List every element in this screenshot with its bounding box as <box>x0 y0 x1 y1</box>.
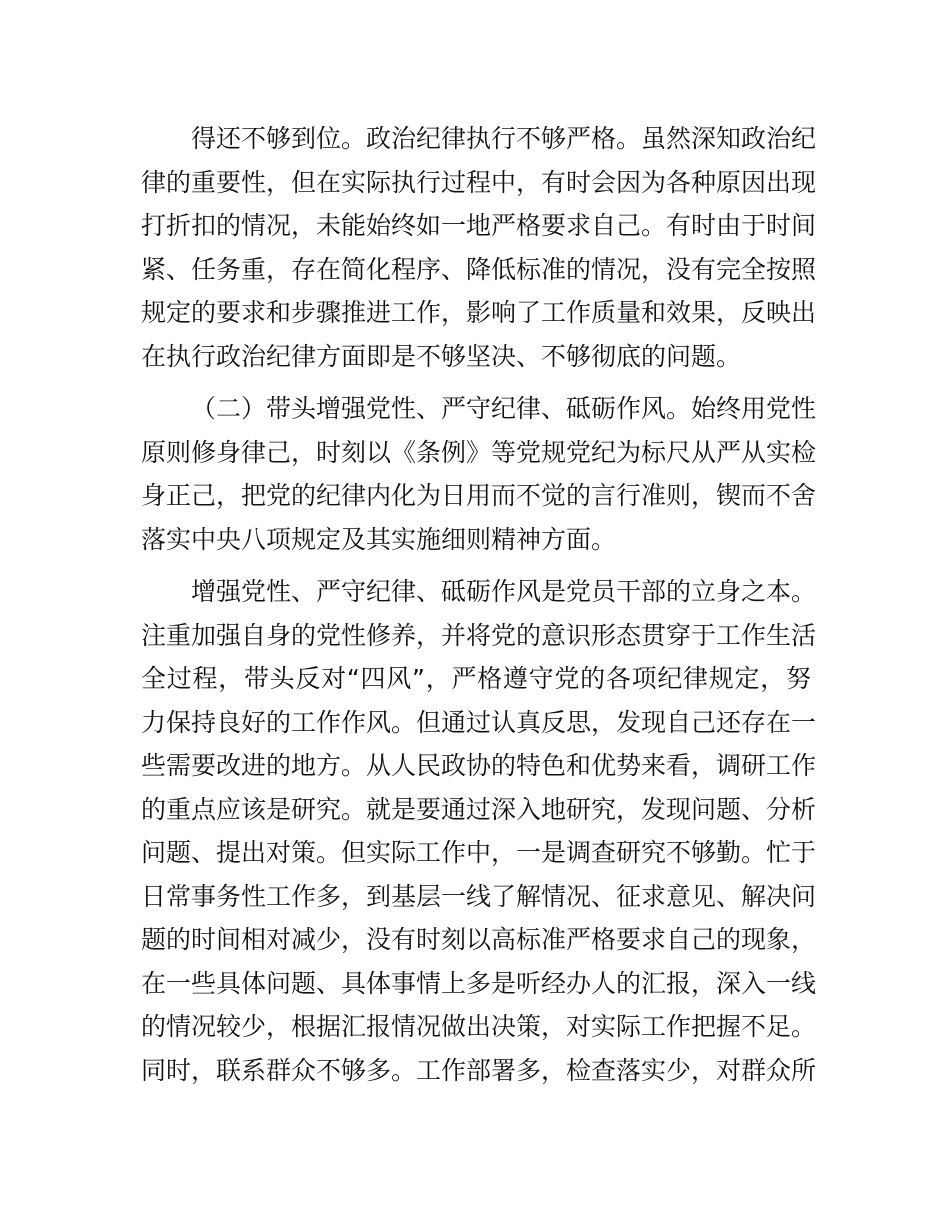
text-line: 律的重要性，但在实际执行过程中，有时会因为各种原因出现 <box>141 167 817 197</box>
text-line: 注重加强自身的党性修养，并将党的意识形态贯穿于工作生活 <box>141 620 817 650</box>
document-body <box>141 117 817 1092</box>
text-line: 落实中央八项规定及其实施细则精神方面。 <box>141 524 617 554</box>
text-line: 打折扣的情况，未能始终如一地严格要求自己。有时由于时间 <box>141 211 817 240</box>
text-line: 在执行政治纪律方面即是不够坚决、不够彻底的问题。 <box>141 341 742 371</box>
text-line: 紧、任务重，存在简化程序、降低标准的情况，没有完全按照 <box>141 254 817 284</box>
paragraph-1 <box>141 117 817 378</box>
text-line: 的情况较少，根据汇报情况做出决策，对实际工作把握不足。 <box>141 1012 817 1041</box>
text-line: 得还不够到位。政治纪律执行不够严格。虽然深知政治纪 <box>191 124 817 153</box>
text-line: 原则修身律己，时刻以《条例》等党规党纪为标尺从严从实检 <box>141 437 817 467</box>
text-line: 身正己，把党的纪律内化为日用而不觉的言行准则，锲而不舍 <box>141 481 817 510</box>
paragraph-3 <box>141 570 817 1092</box>
text-line: 增强党性、严守纪律、砥砺作风是党员干部的立身之本。 <box>191 577 817 606</box>
text-line: 规定的要求和步骤推进工作，影响了工作质量和效果，反映出 <box>141 298 817 327</box>
text-line: 在一些具体问题、具体事情上多是听经办人的汇报，深入一线 <box>141 968 817 998</box>
paragraph-2 <box>141 387 817 561</box>
text-line: （二）带头增强党性、严守纪律、砥砺作风。始终用党性 <box>191 394 817 423</box>
text-line: 题的时间相对减少，没有时刻以高标准严格要求自己的现象， <box>141 925 817 954</box>
text-line: 日常事务性工作多，到基层一线了解情况、征求意见、解决问 <box>141 881 817 911</box>
text-line: 全过程，带头反对“四风”，严格遵守党的各项纪律规定，努 <box>141 664 811 693</box>
text-line: 力保持良好的工作作风。但通过认真反思，发现自己还存在一 <box>141 707 817 737</box>
text-line: 同时，联系群众不够多。工作部署多，检查落实少，对群众所 <box>141 1055 817 1085</box>
text-line: 些需要改进的地方。从人民政协的特色和优势来看，调研工作 <box>141 751 817 780</box>
text-line: 的重点应该是研究。就是要通过深入地研究，发现问题、分析 <box>141 794 817 824</box>
text-line: 问题、提出对策。但实际工作中，一是调查研究不够勤。忙于 <box>141 838 817 867</box>
